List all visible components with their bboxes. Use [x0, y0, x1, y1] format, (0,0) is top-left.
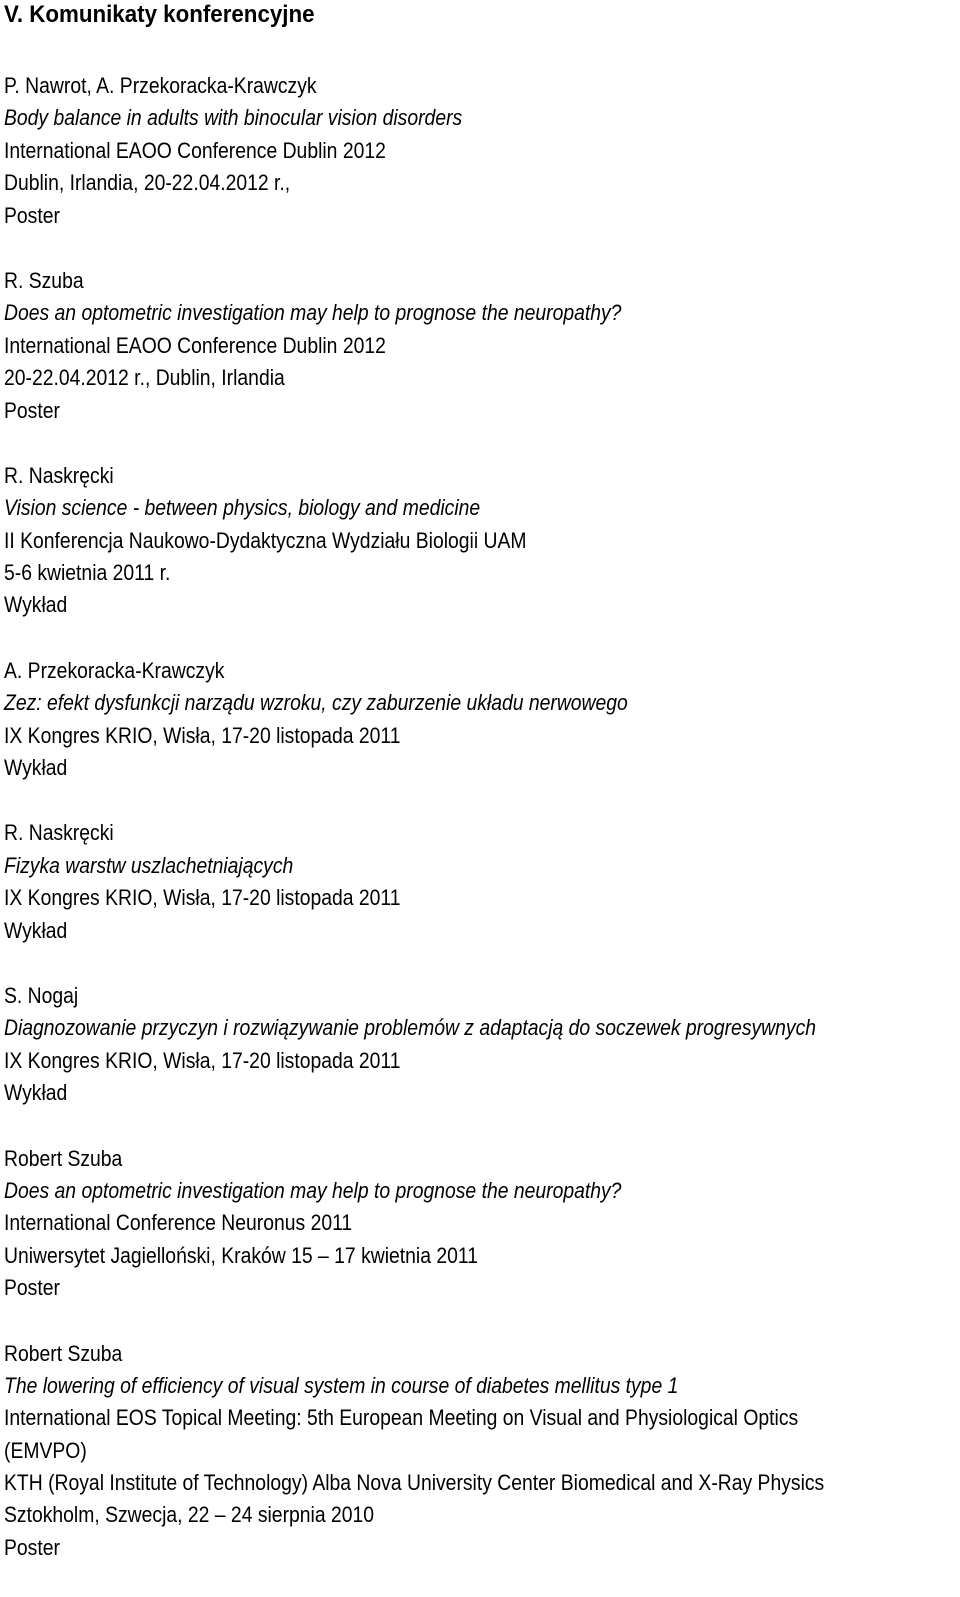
conference-entries-list [4, 70, 960, 1564]
entry-detail: IX Kongres KRIO, Wisła, 17-20 listopada 2011 [4, 1047, 401, 1073]
entry-detail: Uniwersytet Jagielloński, Kraków 15 – 17 kwietnia 2011 [4, 1242, 478, 1268]
entry-author: R. Szuba [4, 267, 84, 293]
entry-author: Robert Szuba [4, 1145, 123, 1171]
entry-title: Diagnozowanie przyczyn i rozwiązywanie problemów z adaptacją do soczewek progresywnych [4, 1015, 817, 1041]
entry-detail: 5-6 kwietnia 2011 r. [4, 560, 171, 586]
document-page [4, 0, 960, 1597]
entry-detail: KTH (Royal Institute of Technology) Alba Nova University Center Biomedical and X-Ray Physics [4, 1470, 825, 1496]
conference-entry [4, 817, 960, 947]
entry-detail: International EAOO Conference Dublin 2012 [4, 137, 386, 163]
entry-title: The lowering of efficiency of visual system in course of diabetes mellitus type 1 [4, 1372, 679, 1398]
entry-detail: II Konferencja Naukowo-Dydaktyczna Wydziału Biologii UAM [4, 527, 527, 553]
entry-author: A. Przekoracka-Krawczyk [4, 657, 225, 683]
entry-detail: International EAOO Conference Dublin 2012 [4, 332, 386, 358]
entry-detail: International EOS Topical Meeting: 5th European Meeting on Visual and Physiological Optics [4, 1405, 799, 1431]
entry-detail: IX Kongres KRIO, Wisła, 17-20 listopada 2011 [4, 885, 401, 911]
entry-type: Wykład [4, 917, 68, 943]
entry-author: Robert Szuba [4, 1340, 123, 1366]
conference-entry [4, 1338, 960, 1565]
conference-entry [4, 460, 960, 622]
entry-title: Fizyka warstw uszlachetniających [4, 852, 294, 878]
entry-title: Body balance in adults with binocular vision disorders [4, 105, 463, 131]
entry-detail: IX Kongres KRIO, Wisła, 17-20 listopada 2011 [4, 722, 401, 748]
entry-detail: (EMVPO) [4, 1437, 87, 1463]
entry-detail: Sztokholm, Szwecja, 22 – 24 sierpnia 2010 [4, 1502, 375, 1528]
entry-author: R. Naskręcki [4, 820, 114, 846]
entry-type: Wykład [4, 755, 68, 781]
conference-entry [4, 1143, 960, 1305]
entry-detail: International Conference Neuronus 2011 [4, 1210, 353, 1236]
conference-entry [4, 70, 960, 232]
entry-author: S. Nogaj [4, 982, 79, 1008]
entry-title: Does an optometric investigation may help to prognose the neuropathy? [4, 300, 622, 326]
conference-entry [4, 265, 960, 427]
entry-title: Does an optometric investigation may help to prognose the neuropathy? [4, 1177, 622, 1203]
entry-type: Poster [4, 1275, 60, 1301]
conference-entry [4, 655, 960, 785]
entry-author: R. Naskręcki [4, 462, 114, 488]
entry-detail: Dublin, Irlandia, 20-22.04.2012 r., [4, 170, 291, 196]
entry-type: Poster [4, 397, 60, 423]
entry-type: Poster [4, 1534, 60, 1560]
entry-type: Poster [4, 202, 60, 228]
entry-detail: 20-22.04.2012 r., Dublin, Irlandia [4, 365, 285, 391]
entry-author: P. Nawrot, A. Przekoracka-Krawczyk [4, 73, 317, 98]
conference-entry [4, 980, 960, 1110]
entry-title: Vision science - between physics, biology and medicine [4, 495, 481, 521]
entry-title: Zez: efekt dysfunkcji narządu wzroku, czy zaburzenie układu nerwowego [4, 690, 628, 716]
entry-type: Wykład [4, 592, 68, 618]
section-title: V. Komunikaty konferencyjne [4, 1, 315, 28]
entry-type: Wykład [4, 1080, 68, 1106]
